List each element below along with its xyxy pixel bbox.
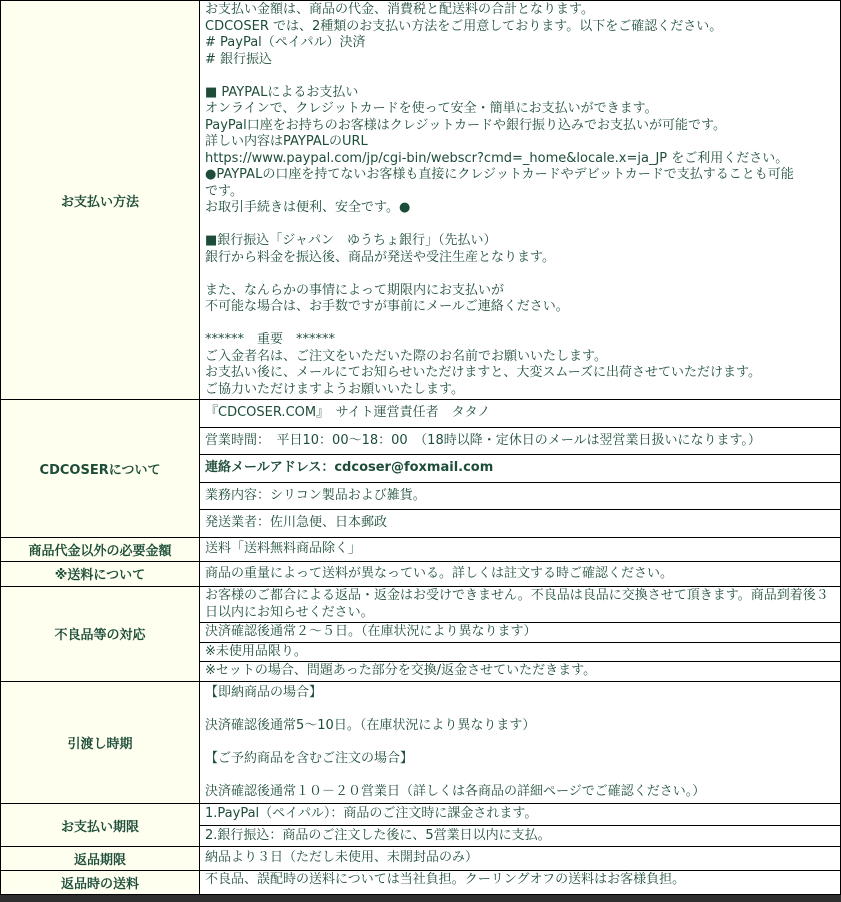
shop-info-body: [1, 1, 841, 895]
section-content: [200, 482, 841, 510]
section-content: [200, 804, 841, 826]
table-row: [1, 871, 841, 895]
section-content: [200, 561, 841, 587]
text-line: ■ PAYPALによるお支払い: [205, 84, 359, 100]
text-line: 決済確認後通常１０－２０営業日（詳しくは各商品の詳細ページでご確認ください。）: [205, 783, 706, 799]
text-line: 決済確認後通常5～10日。（在庫状況により異なります）: [205, 717, 536, 733]
text-line: お支払い金額は、商品の代金、消費税と配送料の合計となります。: [205, 2, 594, 17]
text-line: 業務内容：シリコン製品および雑貨。: [205, 487, 426, 503]
bottom-bar: [0, 895, 841, 902]
text-line: 【即納商品の場合】: [205, 684, 323, 700]
text-line: 2.銀行振込：商品のご注文した後に、5営業日以内に支払。: [205, 827, 551, 843]
text-line: 銀行から料金を振込後、商品が発送や受注生産となります。: [205, 249, 555, 265]
table-row: [1, 847, 841, 871]
text-line: 納品より３日（ただし未使用、未開封品のみ）: [205, 850, 479, 865]
text-line: ご入金者名は、ご注文をいただいた際のお名前でお願いいたします。: [205, 348, 607, 364]
section-content: [200, 537, 841, 561]
table-row: [1, 804, 841, 826]
text-line: また、なんらかの事情によって期限内にお支払いが: [205, 282, 505, 298]
text-line: 『CDCOSER.COM』 サイト運営責任者 タタノ: [205, 405, 491, 420]
section-content: [200, 427, 841, 455]
section-label-return-deadline: 返品期限: [1, 847, 200, 871]
section-content: [200, 825, 841, 847]
text-line: [205, 701, 835, 718]
section-label-defect-handling: 不良品等の対応: [1, 587, 200, 682]
text-line: 詳しい内容はPAYPALのURL: [205, 134, 368, 149]
text-line: 送料「送料無料商品除く」: [205, 540, 362, 556]
text-line: ●PAYPALの口座を持てないお客様も直接にクレジットカードやデビットカードで支払することも可能: [205, 167, 794, 182]
text-line: CDCOSER では、2種類のお支払い方法をご用意しております。以下をご確認ください。: [205, 18, 723, 34]
text-line: 連絡メールアドレス：cdcoser@foxmail.com: [205, 460, 494, 475]
table-row: [1, 561, 841, 587]
table-row: [1, 681, 841, 804]
text-line: ※セットの場合、問題あった部分を交換/返金させていただきます。: [205, 663, 597, 678]
table-row: [1, 1, 841, 400]
text-line: # PayPal（ペイパル）決済: [205, 35, 366, 50]
section-content: [200, 642, 841, 662]
text-line: ご協力いただけますようお願いいたします。: [205, 381, 464, 397]
text-line: [205, 266, 835, 283]
section-content: [200, 400, 841, 428]
table-row: [1, 537, 841, 561]
text-line: 不良品、誤配時の送料については当社負担。クーリングオフの送料はお客様負担。: [205, 872, 686, 887]
section-content: [200, 871, 841, 895]
text-line: 【ご予約商品を含むご注文の場合】: [205, 750, 414, 766]
table-row: [1, 400, 841, 428]
text-line: # 銀行振込: [205, 51, 273, 67]
section-content: [200, 510, 841, 538]
section-label-about-cdcoser: CDCOSERについて: [1, 400, 200, 538]
text-line: ****** 重要 ******: [205, 332, 336, 347]
text-line: 不可能な場合は、お手数ですが事前にメールご連絡ください。: [205, 299, 569, 314]
text-line: [205, 217, 835, 234]
section-content: [200, 1, 841, 400]
text-line: です。: [205, 183, 243, 199]
text-line: お支払い後に、メールにてお知らせいただけますと、大変スムーズに出荷させていただけます。: [205, 365, 762, 380]
text-line: お客様のご都合による返品・返金はお受けできません。不良品は良品に交換させて頂きます。商品到着後３日以内にお知らせください。: [205, 588, 829, 620]
text-line: お取引手続きは便利、安全です。●: [205, 200, 411, 215]
text-line: [205, 316, 835, 333]
section-label-payment-deadline: お支払い期限: [1, 804, 200, 847]
text-line: [205, 767, 835, 784]
section-label-delivery-time: 引渡し時期: [1, 681, 200, 804]
text-line: 決済確認後通常２～５日。（在庫状況により異なります）: [205, 624, 537, 639]
table-row: [1, 587, 841, 623]
section-content: [200, 587, 841, 623]
section-content: [200, 662, 841, 682]
section-content: [200, 455, 841, 483]
section-label-shipping-note: ※送料について: [1, 561, 200, 587]
text-line: ■銀行振込「ジャパン ゆうちょ銀行」（先払い）: [205, 233, 497, 248]
section-label-extra-fees: 商品代金以外の必要金額: [1, 537, 200, 561]
section-label-return-shipping: 返品時の送料: [1, 871, 200, 895]
text-line: https://www.paypal.com/jp/cgi-bin/webscr?cmd=_home&locale.x=ja_JP をご利用ください。: [205, 150, 789, 166]
section-label-payment-method: お支払い方法: [1, 1, 200, 400]
section-content: [200, 681, 841, 804]
text-line: ※未使用品限り。: [205, 643, 307, 659]
text-line: 発送業者：佐川急便、日本郵政: [205, 515, 388, 530]
text-line: [205, 68, 835, 85]
text-line: PayPal口座をお持ちのお客様はクレジットカードや銀行振り込みでお支払いが可能です。: [205, 117, 726, 133]
text-line: 営業時間： 平日10：00～18：00 （18時以降・定休日のメールは翌営業日扱いになります。）: [205, 432, 761, 448]
text-line: 1.PayPal（ペイパル）：商品のご注文時に課金されます。: [205, 806, 538, 821]
text-line: 商品の重量によって送料が異なっている。詳しくは註文する時ご確認ください。: [205, 565, 674, 581]
text-line: オンラインで、クレジットカードを使って安全・簡単にお支払いができます。: [205, 101, 658, 116]
section-content: [200, 623, 841, 643]
section-content: [200, 847, 841, 871]
text-line: [205, 734, 835, 751]
